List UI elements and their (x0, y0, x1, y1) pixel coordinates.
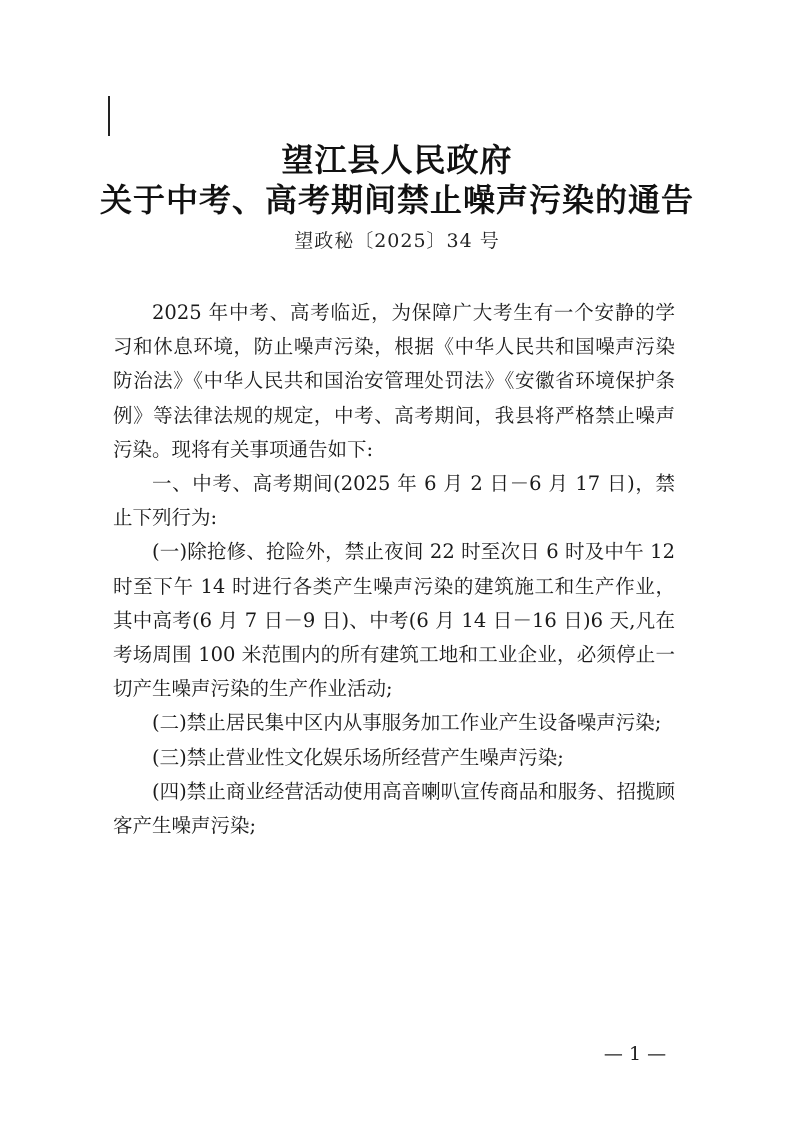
document-title-subject: 关于中考、高考期间禁止噪声污染的通告 (99, 181, 694, 219)
paragraph-section-1: 一、中考、高考期间(2025 年 6 月 2 日－6 月 17 日)，禁止下列行为: (113, 472, 675, 530)
document-title-issuer: 望江县人民政府 (281, 141, 513, 179)
document-body (113, 296, 675, 843)
paragraph-intro: 2025 年中考、高考临近，为保障广大考生有一个安静的学习和休息环境，防止噪声污染，根据《中华人民共和国噪声污染防治法》《中华人民共和国治安管理处罚法》《安徽省环境保护条例》等法律法规的规定，中考、高考期间，我县将严格禁止噪声污染。现将有关事项通告如下: (113, 301, 675, 461)
page-number: — 1 — (603, 1043, 667, 1065)
paragraph-item-3: (三)禁止营业性文化娱乐场所经营产生噪声污染; (152, 745, 564, 769)
document-header (0, 140, 794, 254)
document-number: 望政秘〔2025〕34 号 (294, 230, 500, 252)
paragraph-item-2: (二)禁止居民集中区内从事服务加工作业产生设备噪声污染; (152, 711, 662, 735)
paragraph-item-1: (一)除抢修、抢险外，禁止夜间 22 时至次日 6 时及中午 12 时至下午 14 时进行各类产生噪声污染的建筑施工和生产作业，其中高考(6 月 7 日－9 日)、中考(6 月 14 日－16 日)6 天,凡在考场周围 100 米范围内的所有建筑工地和工业企业，必须停止一切产生噪声污染的生产作业活动; (113, 540, 675, 701)
paragraph-item-4: (四)禁止商业经营活动使用高音喇叭宣传商品和服务、招揽顾客产生噪声污染; (113, 779, 675, 838)
margin-binding-mark (108, 96, 110, 136)
